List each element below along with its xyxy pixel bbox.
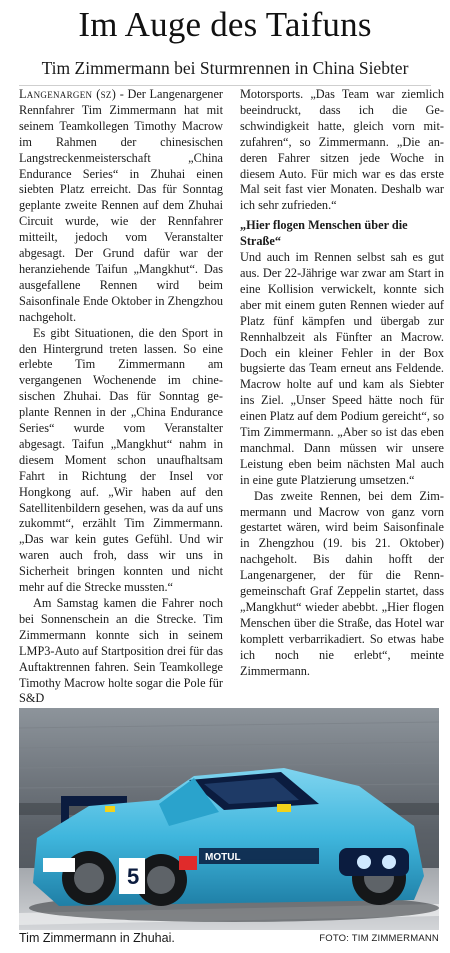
- article-paragraph: [19, 87, 223, 326]
- article-subheadline: Tim Zimmermann bei Sturmrennen in China Siebter: [41, 58, 409, 78]
- photo-credit: FOTO: TIM ZIMMERMANN: [319, 933, 439, 944]
- car-number: 5: [127, 864, 140, 889]
- race-car-illustration: [19, 708, 439, 930]
- photo-caption: Tim Zimmermann in Zhuhai.: [19, 931, 175, 945]
- article-column-right: [240, 87, 444, 680]
- article-subhead: „Hier flogen Menschen über die Straße“: [240, 218, 408, 249]
- article-paragraph: Es gibt Situationen, die den Sport in den Hintergrund treten lassen. So eine erlebte Tim Zimmermann am vergangenen Wochenende im chinesischen Zhuhai. Das für Sonntag geplante Rennen in der „China Endurance Series“ wurde vom Veranstalter abgesagt. Taifun „Mangkhut“ nahm in diesem Moment schon unaufhaltsam Fahrt in Richtung der Insel vor Hongkong auf. „Wir haben auf den Satellitenbildern gesehen, was da auf uns zukommt“, erzählt Tim Zimmermann. „Das war kein gutes Gefühl. Und wir waren auch froh, dass wir uns in Sicherheit bringen konnten und nicht mehr auf die Strecke mussten.“: [19, 325, 223, 595]
- divider: [19, 85, 431, 86]
- article-headline: Im Auge des Taifuns: [78, 5, 372, 44]
- article-paragraph: Und auch im Rennen selbst sah es gut aus. Der 22-Jährige war zwar am Start in eine Kollision verwickelt, konnte sich aber mit einem guten Rennen wieder auf Platz fünf kämpfen und übergab zur Rennhalbzeit als Fünfter an Macrow. Doch ein kleiner Fehler in der Box bugsierte das Team erneut ans Feldende. Macrow holte auf und kam als Siebter ins Ziel. „Unser Speed hätte noch für einen Platz auf dem Podium gereicht“, so Tim Zimmermann. „Aber so ist das eben manchmal. Dann müssen wir unsere Leistung eben beim nächsten Mal auch in eine gute Platzierung umsetzen.“: [240, 250, 444, 487]
- sponsor-logo: MOTUL: [205, 852, 241, 863]
- article-paragraph: Das zweite Rennen, bei dem Zimmermann und Macrow von ganz vorn gestartet wären, wird beim Saisonfinale in Zhengzhou (19. bis 21. Oktober) nachgeholt. Bis dahin hofft der Langenargener, der für die Renngemeinschaft Graf Zeppelin startet, dass „Mangkhut“ wieder abebbt. „Hier flogen Menschen über die Straße, das Hotel war komplett verbarrikadiert. So etwas habe ich noch nie erlebt“, meinte Zimmermann.: [240, 488, 444, 678]
- race-car-photo: [19, 708, 439, 930]
- article-paragraph: Am Samstag kamen die Fahrer noch bei Sonnenschein an die Strecke. Tim Zimmermann konnte sich in seinem LMP3-Auto auf Startposition drei für das Auftaktrennen fahren. Sein Teamkollege Timothy Macrow holte sogar die Pole für S&D: [19, 596, 223, 706]
- paragraph-text: - Der Langenargener Rennfahrer Tim Zimmermann hat mit seinem Teamkollegen Timothy Macrow im Rahmen der chinesischen Langstreckenmeisterschaft „China Endurance Series“ in Zhuhai einen siebten Platz erreicht. Das für Sonntag geplante zweite Rennen auf dem Zhuhai Circuit wurde, wie der Rennfahrer mitteilt, jedoch vom Veranstalter abgesagt. Der Grund dafür war der heranziehende Taifun „Mangkhut“. Das ausgefallene Rennen wird beim Saisonfinale Ende Oktober in Zhengzhou nachgeholt.: [19, 87, 224, 324]
- dateline: Langenargen (sz): [19, 87, 117, 101]
- article-column-left: [19, 87, 223, 707]
- article-paragraph: Motorsports. „Das Team war ziemlich beeindruckt, dass ich die Geschwindigkeit hatte, gleich vorn mitzufahren“, so Zimmermann. „Die anderen Fahrer sitzen jede Woche in diesem Auto. Für mich war es das erste Mal seit fast vier Monaten. Deshalb war ich sehr zufrieden.“: [240, 87, 444, 213]
